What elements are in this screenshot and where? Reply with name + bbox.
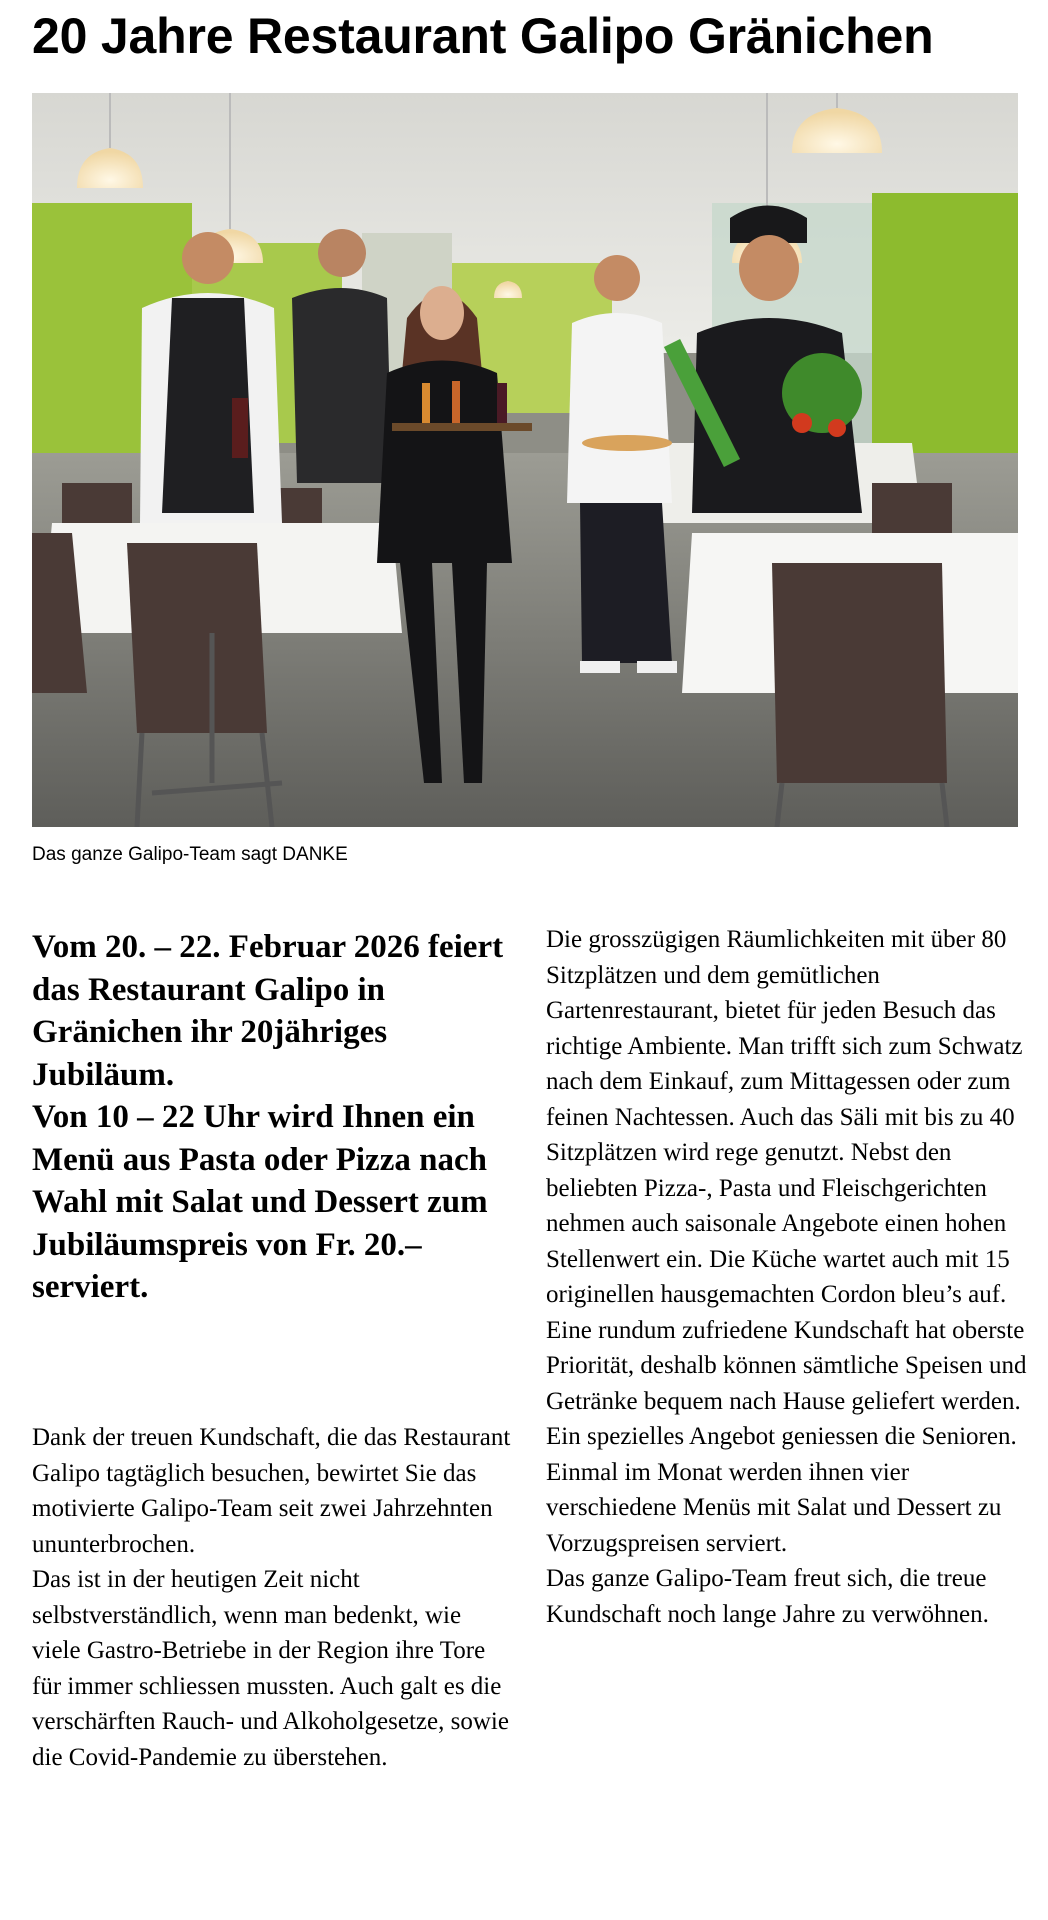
body-paragraph: Dank der treuen Kundschaft, die das Restaurant Galipo tagtäglich besuchen, bewirtet Sie das motivierte Galipo-Team seit zwei Jahrzehnten ununterbrochen. <box>32 1424 511 1558</box>
body-column-left <box>32 1420 512 1775</box>
body-paragraph: Das ganze Galipo-Team freut sich, die treue Kundschaft noch lange Jahre zu verwöhnen. <box>546 1565 989 1628</box>
body-column-right <box>546 922 1036 1632</box>
photo-illustration <box>32 93 1018 827</box>
lead-sentence: Vom 20. – 22. Februar 2026 feiert das Restaurant Galipo in Gränichen ihr 20jähriges Jubiläum. <box>32 929 504 1093</box>
restaurant-team-photo <box>32 93 1018 827</box>
lead-sentence: Von 10 – 22 Uhr wird Ihnen ein Menü aus Pasta oder Pizza nach Wahl mit Salat und Dessert zum Jubiläumspreis von Fr. 20.– serviert. <box>32 1099 488 1305</box>
body-paragraph: Das ist in der heutigen Zeit nicht selbstverständlich, wenn man bedenkt, wie viele Gastro-Betriebe in der Region ihre Tore für immer schliessen mussten. Auch galt es die verschärften Rauch- und Alkoholgesetze, sowie die Covid-Pandemie zu überstehen. <box>32 1566 509 1771</box>
photo-caption: Das ganze Galipo-Team sagt DANKE <box>32 844 348 865</box>
body-paragraph: Die grosszügigen Räumlichkeiten mit über 80 Sitzplätzen und dem gemütlichen Gartenrestaurant, bietet für jeden Besuch das richtige Ambiente. Man trifft sich zum Schwatz nach dem Einkauf, zum Mittagessen oder zum feinen Nachtessen. Auch das Säli mit bis zu 40 Sitzplätzen wird rege genutzt. Nebst den beliebten Pizza-, Pasta und Fleischgerichten nehmen auch saisonale Angebote einen hohen Stellenwert ein. Die Küche wartet auch mit 15 originellen hausgemachten Cordon bleu’s auf. Eine rundum zufriedene Kundschaft hat oberste Priorität, deshalb können sämtliche Speisen und Getränke bequem nach Hause geliefert werden. Ein spezielles Angebot geniessen die Senioren. Einmal im Monat werden ihnen vier verschiedene Menüs mit Salat und Dessert zu Vorzugspreisen serviert. <box>546 926 1027 1557</box>
lead-paragraph <box>32 926 512 1309</box>
article-headline: 20 Jahre Restaurant Galipo Gränichen <box>32 8 934 64</box>
